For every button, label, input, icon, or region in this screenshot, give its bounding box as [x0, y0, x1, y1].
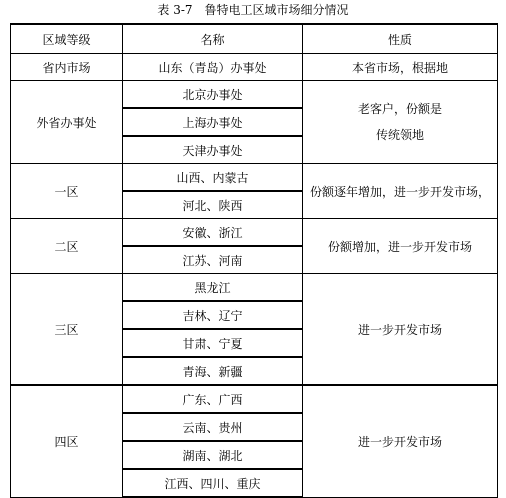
- region-cell: 三区: [11, 274, 123, 386]
- table-row: [11, 219, 498, 247]
- nature-line: 传统领地: [375, 128, 424, 142]
- name-cell: 上海办事处: [123, 108, 303, 136]
- region-cell: 一区: [11, 164, 123, 219]
- nature-cell: [303, 81, 498, 164]
- name-cell: 山西、内蒙古: [123, 164, 303, 192]
- table-caption: 表 3-7 鲁特电工区域市场细分情况: [157, 3, 349, 17]
- nature-cell: 份额增加，进一步开发市场: [303, 219, 498, 274]
- region-cell: 省内市场: [11, 54, 123, 81]
- market-segmentation-table: [10, 23, 498, 498]
- name-cell: 江苏、河南: [123, 246, 303, 274]
- nature-cell: 份额逐年增加，进一步开发市场，: [303, 164, 498, 219]
- nature-line: 老客户，份额是: [357, 102, 442, 116]
- name-cell: 青海、新疆: [123, 357, 303, 385]
- table-header-row: [11, 24, 498, 54]
- name-cell: 湖南、湖北: [123, 441, 303, 469]
- nature-cell: 进一步开发市场: [303, 385, 498, 497]
- table-row: [11, 81, 498, 109]
- name-cell: 云南、贵州: [123, 413, 303, 441]
- header-name: 名称: [123, 24, 303, 54]
- table-row: [11, 274, 498, 302]
- name-cell: 吉林、辽宁: [123, 301, 303, 329]
- header-nature: 性质: [303, 24, 498, 54]
- name-cell: 黑龙江: [123, 274, 303, 302]
- name-cell: 北京办事处: [123, 81, 303, 109]
- region-cell: 四区: [11, 385, 123, 497]
- nature-cell: 本省市场，根据地: [303, 54, 498, 81]
- region-cell: 外省办事处: [11, 81, 123, 164]
- header-region: 区域等级: [11, 24, 123, 54]
- name-cell: 天津办事处: [123, 136, 303, 164]
- table-row: [11, 385, 498, 413]
- region-cell: 二区: [11, 219, 123, 274]
- table-row: [11, 164, 498, 192]
- name-cell: 甘肃、宁夏: [123, 329, 303, 357]
- name-cell: 安徽、浙江: [123, 219, 303, 247]
- name-cell: 河北、陕西: [123, 191, 303, 219]
- nature-cell: 进一步开发市场: [303, 274, 498, 386]
- table-row: [11, 54, 498, 81]
- name-cell: 广东、广西: [123, 385, 303, 413]
- name-cell: 江西、四川、重庆: [123, 469, 303, 497]
- name-cell: 山东（青岛）办事处: [123, 54, 303, 81]
